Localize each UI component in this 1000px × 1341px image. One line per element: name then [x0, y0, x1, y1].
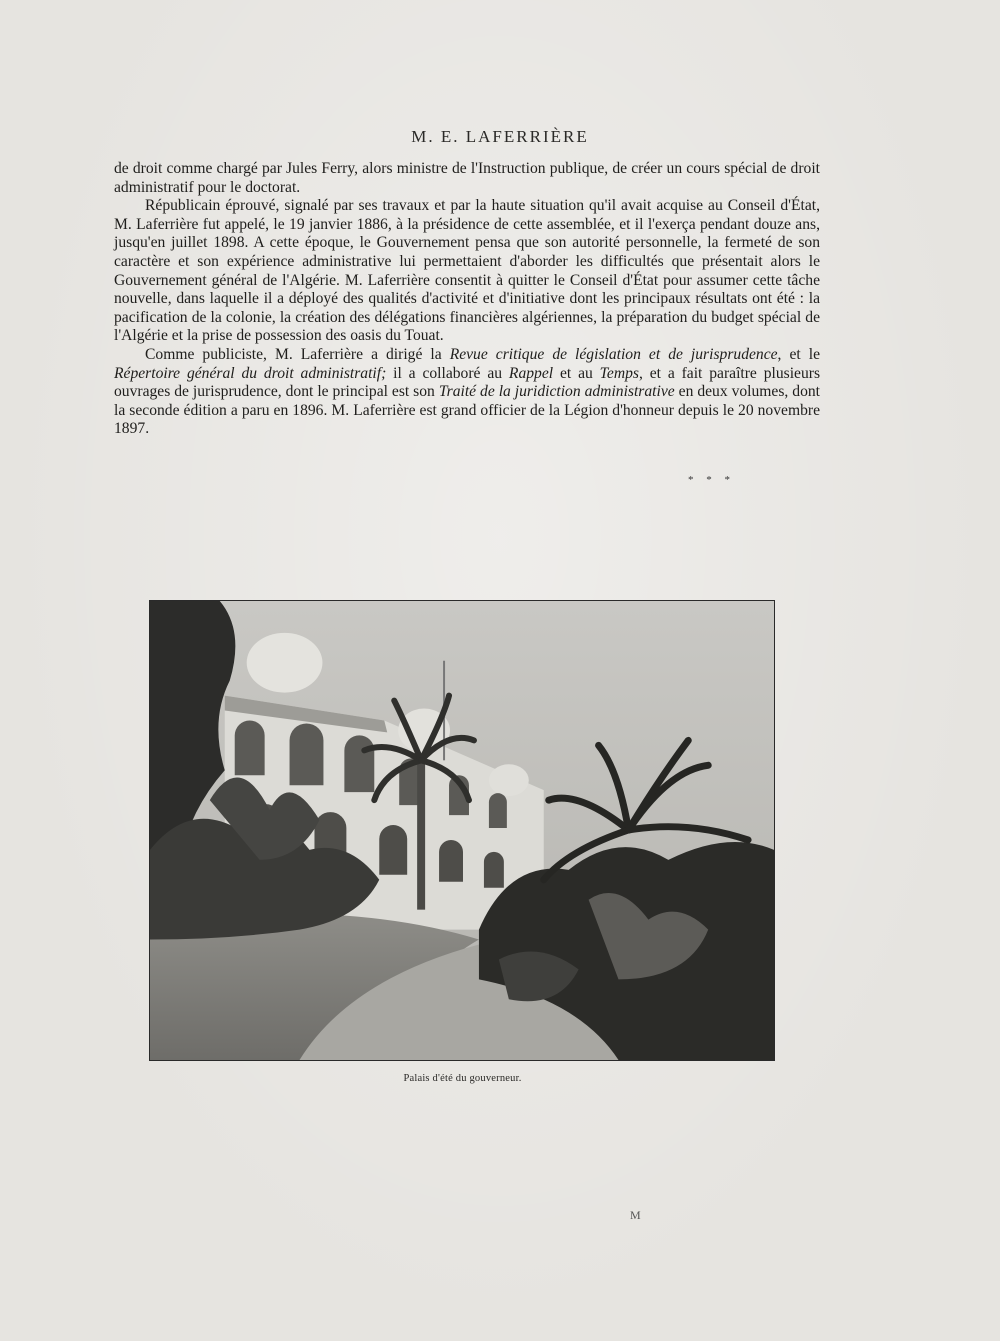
p3-text-f: en deux volumes, dont la seconde édition a paru en 1896. M. Laferrière est grand officier de la Légion d'honneur depuis le 20 novembre 1897.	[114, 383, 821, 438]
article-body	[114, 160, 820, 439]
revue-title: Revue critique de législation et de jurisprudence	[449, 345, 778, 363]
repertoire-title: Répertoire général du droit administratif;	[114, 364, 387, 382]
p3-text-a: Comme publiciste, M. Laferrière a dirigé la	[145, 345, 450, 363]
photo-plate	[149, 600, 775, 1061]
paragraph-3	[114, 346, 820, 439]
p3-text-b: , et le	[777, 345, 820, 363]
paragraph-1: de droit comme chargé par Jules Ferry, alors ministre de l'Instruction publique, de créer un cours spécial de droit administratif pour le doctorat.	[114, 160, 820, 196]
p3-text-d: et au	[553, 364, 600, 382]
rappel-title: Rappel	[508, 364, 554, 382]
temps-title: Temps	[599, 364, 639, 382]
palace-photograph	[150, 601, 774, 1060]
section-separator: * * *	[688, 474, 735, 486]
traite-title: Traité de la juridiction administrative	[438, 383, 675, 401]
p3-text-c: il a collaboré au	[386, 364, 509, 382]
figure-caption: Palais d'été du gouverneur.	[403, 1073, 522, 1084]
p3-text-e: , et a fait paraître plusieurs ouvrages de jurisprudence, dont le principal est son	[114, 364, 821, 401]
footer-mark: M	[630, 1208, 641, 1222]
paragraph-2: Républicain éprouvé, signalé par ses travaux et par la haute situation qu'il avait acquise au Conseil d'État, M. Laferrière fut appelé, le 19 janvier 1886, à la présidence de cette assemblée, et il l'exerça pendant douze ans, jusqu'en juillet 1898. A cette époque, le Gouvernement pensa que son autorité personnelle, la fermeté de son caractère et son expérience administrative lui permettaient d'aborder les difficultés que présentait alors le Gouvernement général de l'Algérie. M. Laferrière consentit à quitter le Conseil d'État pour assumer cette tâche nouvelle, dans laquelle il a déployé des qualités d'activité et d'initiative dont les principaux résultats ont été : la pacification de la colonie, la création des délégations financières algériennes, la préparation du budget spécial de l'Algérie et la prise de possession des oasis du Touat.	[114, 197, 820, 345]
running-head: M. E. LAFERRIÈRE	[411, 127, 589, 146]
